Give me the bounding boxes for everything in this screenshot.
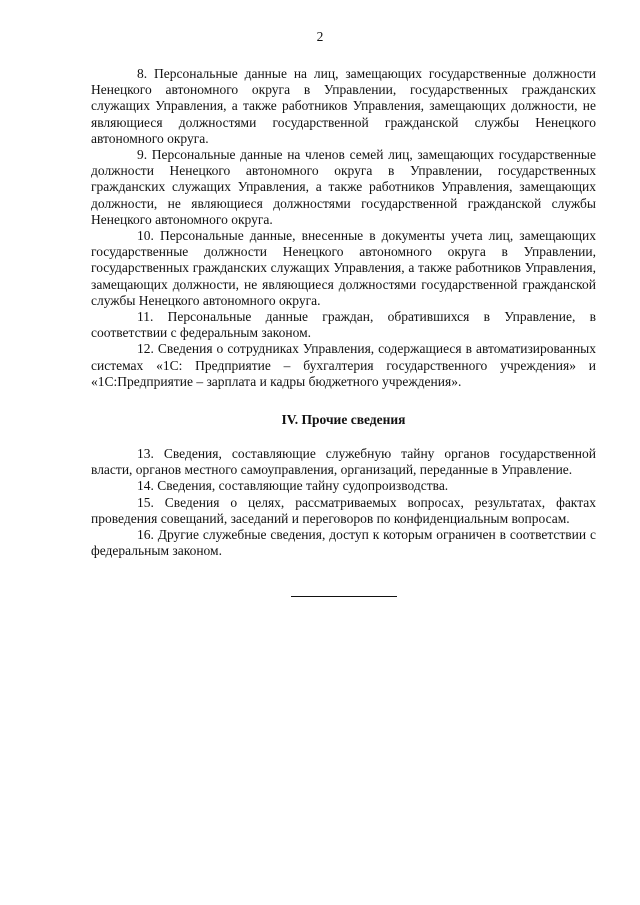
list-item-12: 12. Сведения о сотрудниках Управления, содержащиеся в автоматизированных системах «1С: Предприятие – бухгалтерия государственного учреждения» и «1С:Предприятие – зарплата и кадры бюджетного учреждения». [91,341,596,389]
list-item-8: 8. Персональные данные на лиц, замещающих государственные должности Ненецкого автономного округа в Управлении, государственных гражданских служащих Управления, а также работников Управления, замещающих должности, не являющиеся должностями государственной гражданской службы Ненецкого автономного округа. [91,66,596,146]
list-item-16: 16. Другие служебные сведения, доступ к которым ограничен в соответствии с федеральным законом. [91,527,596,559]
list-item-10: 10. Персональные данные, внесенные в документы учета лиц, замещающих государственные должности Ненецкого автономного округа в Управлении, государственных гражданских служащих Управления, а также работников Управления, замещающих должности, не являющиеся должностями государственной гражданской службы Ненецкого автономного округа. [91,228,596,308]
page-number: 2 [316,29,324,44]
end-separator-line [291,596,397,597]
list-item-9: 9. Персональные данные на членов семей лиц, замещающих государственные должности Ненецкого автономного округа в Управлении, государственных гражданских служащих Управления, а также работников Управления, замещающих должности, не являющиеся должностями государственной гражданской службы Ненецкого автономного округа. [91,147,596,227]
section-heading: IV. Прочие сведения [281,412,406,428]
list-item-13: 13. Сведения, составляющие служебную тайну органов государственной власти, органов местного самоуправления, организаций, переданные в Управление. [91,446,596,478]
list-item-14: 14. Сведения, составляющие тайну судопроизводства. [137,478,449,494]
document-body [91,66,596,559]
list-item-15: 15. Сведения о целях, рассматриваемых вопросах, результатах, фактах проведения совещаний, заседаний и переговоров по конфиденциальным вопросам. [91,494,596,526]
list-item-11: 11. Персональные данные граждан, обратившихся в Управление, в соответствии с федеральным законом. [91,309,596,341]
